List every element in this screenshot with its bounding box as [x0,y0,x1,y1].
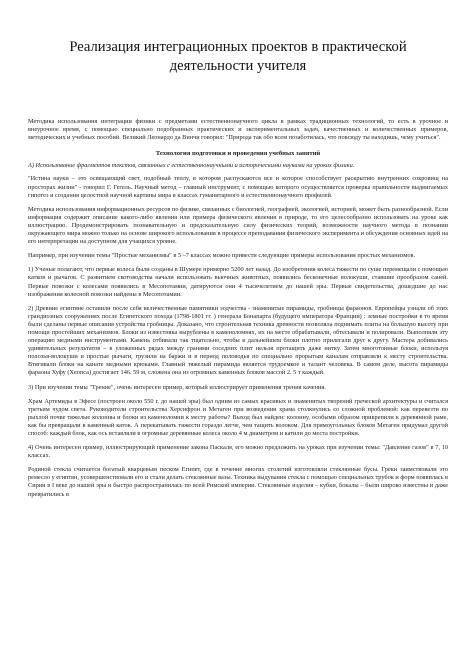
document-title: Реализация интеграционных проектов в практической деятельности учителя [69,39,407,74]
paragraph-wheel: 1) Ученые полагают, что первые колеса были созданы в Шумере примерно 5200 лет назад. До изобретения колеса тяжести по суше перемещали с помощью катков и рычагов. С развитием скотоводства начали использовать вьючных животных, появились бесконечные волокуши, ставшие прообразом саней. Первые повозки с колесами появились в Месопотамии, датируются они 4 тысячелетием до нашей эры. Первые свидетельства, дошедшие до нас изображения колесной повозки найдены в Месопотамии. [28,266,448,298]
paragraph-artemis: Храм Артемиды в Эфесе (построен около 550 г. до нашей эры) был одним из самых красивых и знаменитых творений греческой архитектуры и считался третьим чудом света. Руководители строительства Херсифрон и Метаген при возведении храма столкнулись со сложной проблемой: как перевезти по рыхлой почве тяжелые колонны и блоки из каменоломни к месту работы? Выход был найден: колонну, особыми образом прикрепили к деревянной раме, как бы превращали в каменный каток. А перекатывать тяжести гораздо легче, чем тащить волоком. Для прямоугольных блоков Метаген придумал другой способ: каждый блок, как ось вставляли в огромные деревянные колеса около 4 м диаметром и катили до места постройки. [28,397,448,437]
paragraph-friction: 3) При изучении темы "Трение", очень интересен пример, который иллюстрирует применения трения качения. [28,383,326,391]
paragraph-example-intro: Например, при изучении темы "Простые механизмы" в 5 –7 классах можно привести следующие примеры использования простых механизмов. [28,252,416,260]
paragraph-egypt: 2) Древние египтяне оставили после себя величественные памятники зодчества - знаменитые пирамиды, гробницы фараонов. Европейцы узнали об этих грандиозных сооружениях после Египетского похода (1798-1801 гг. ) генерала Бонапарта (будущего императора Франции) : земные постройки в то время были сделаны первые описания устройства гробницы. Доказано, что строительная техника древности позволяла поднимать плиты на большую высоту при помощи простейших механизмов. Блоки из известняка вырублены в каменоломнях, их на месте обрабатывали, обтесывали и полировали. Выполняли эту операцию медными инструментами. Камень отбивали так тщательно, чтобы в дальнейшем блоки плотно прилегали друг к другу. Мастера добивались удивительных результатов – в уложенных рядах между гранями соседних плит нельзя протащить даже нитку. Затем многотонные блоки, используя полозья-волокуши и простые рычаги, грузили на баржи и в период половодья по специально прорытым каналам отправляли к месту строительства. Втягивали блоки на канате медными крюками. Главный тяжелый пирамида является трудоемкое и талант человека. В самом деле, высота пирамиды фараона Хуфу (Хеопса) достигает 146. 59 м, сложена она из огромных каменных блоков массой 2. 5 т каждый. [28,304,448,377]
paragraph-glass: Родиной стекла считается богатый кварцевым песком Египет, где в течение многих столетий изготовляли стеклянные бусы. Греки заимствовали это ремесло у египтян, усовершенствовали его и стали делать стеклянные вазы. Техника выдувания стекла с помощью специальных трубок и форм появилась в Сирии в I веке до нашей эры и быстро распространилась по всей Римской империи. Стеклянные изделия – кубки, бокалы – были широко известны и даже превратились в [28,466,448,498]
paragraph-quote-hegel: "Истина науки – это освещающий свет, подобный теплу, в котором распускаются все и которое способствует раскрытию внутренних сокровищ на просторах жизни" - говорил Г. Гегель. Научный метод – главный инструмент, с помощью которого осуществляется проверка правильности выдвигаемых гипотез и создания целостной научной картины мира в классах гуманитарного и естественнонаучного профилей. [28,175,448,199]
paragraph-method: Методика использования информационных ресурсов по физике, связанных с биологией, географией, экологией, историей, может быть разнообразной. Если информация содержит описание какого-либо явления или примера физического явления в природе, то его целесообразно использовать на уроке как иллюстрацию. Продемонстрировать познавательную и предсказательную силу физических теорий, возможности научного метода в познании окружающего мира можно только на основе широкого использования в процессе преподавания физического эксперимента и обсуждения основных идей на его интерпретации на доступном для учащихся уровне. [28,205,448,246]
paragraph-pascal: 4) Очень интересен пример, иллюстрирующий применение закона Паскаля, его можно предложить на уроках при изучении темы: "Давление газов" в 7, 10 классах. [28,444,448,460]
paragraph-intro: Методика использования интеграции физики с предметами естественнонаучного цикла в рамках традиционных технологий, то есть в урочное и внеурочное время, с помощью специально подобранных практических и экспериментальных задач, качественных и количественных примеров, методических и учебных пособий. Великий Леонардо да Винчи говорил: "Природа так обо всем позаботилась, что повсюду ты находишь, чему учиться". [28,118,448,142]
subsection-heading: А) Использование фрагментов текстов, связанных с естественнонаучными и историческими науками на уроках физики. [28,162,355,170]
section-heading: Технология подготовки и проведения учебных занятий [155,150,321,158]
spacer [28,76,448,118]
